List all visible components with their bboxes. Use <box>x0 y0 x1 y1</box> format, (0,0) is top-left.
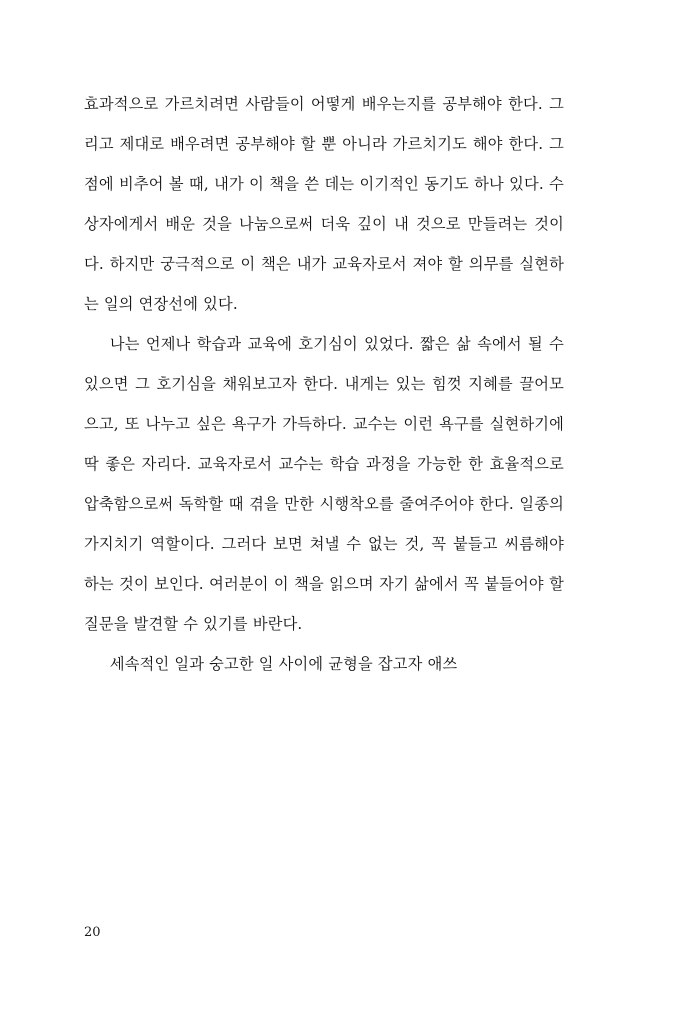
paragraph-1: 효과적으로 가르치려면 사람들이 어떻게 배우는지를 공부해야 한다. 그리고 제대로 배우려면 공부해야 할 뿐 아니라 가르치기도 해야 한다. 그 점에 비추어 볼 때, 내가 이 책을 쓴 데는 이기적인 동기도 하나 있다. 수상자에게서 배운 것을 나눔으로써 더욱 깊이 내 것으로 만들려는 것이다. 하지만 궁극적으로 이 책은 내가 교육자로서 져야 할 의무를 실현하는 일의 연장선에 있다. <box>84 95 564 313</box>
page-number: 20 <box>84 925 101 940</box>
paragraph-3: 세속적인 일과 숭고한 일 사이에 균형을 잡고자 애쓰 <box>109 655 458 673</box>
paragraph-2: 나는 언제나 학습과 교육에 호기심이 있었다. 짧은 삶 속에서 될 수 있으면 그 호기심을 채워보고자 한다. 내게는 있는 힘껏 지혜를 끌어모으고, 또 나누고 싶은 욕구가 가득하다. 교수는 이런 욕구를 실현하기에 딱 좋은 자리다. 교육자로서 교수는 학습 과정을 가능한 한 효율적으로 압축함으로써 독학할 때 겪을 만한 시행착오를 줄여주어야 한다. 일종의 가지치기 역할이다. 그러다 보면 쳐낼 수 없는 것, 꼭 붙들고 씨름해야 하는 것이 보인다. 여러분이 이 책을 읽으며 자기 삶에서 꼭 붙들어야 할 질문을 발견할 수 있기를 바란다. <box>84 335 564 633</box>
body-text <box>84 84 564 684</box>
